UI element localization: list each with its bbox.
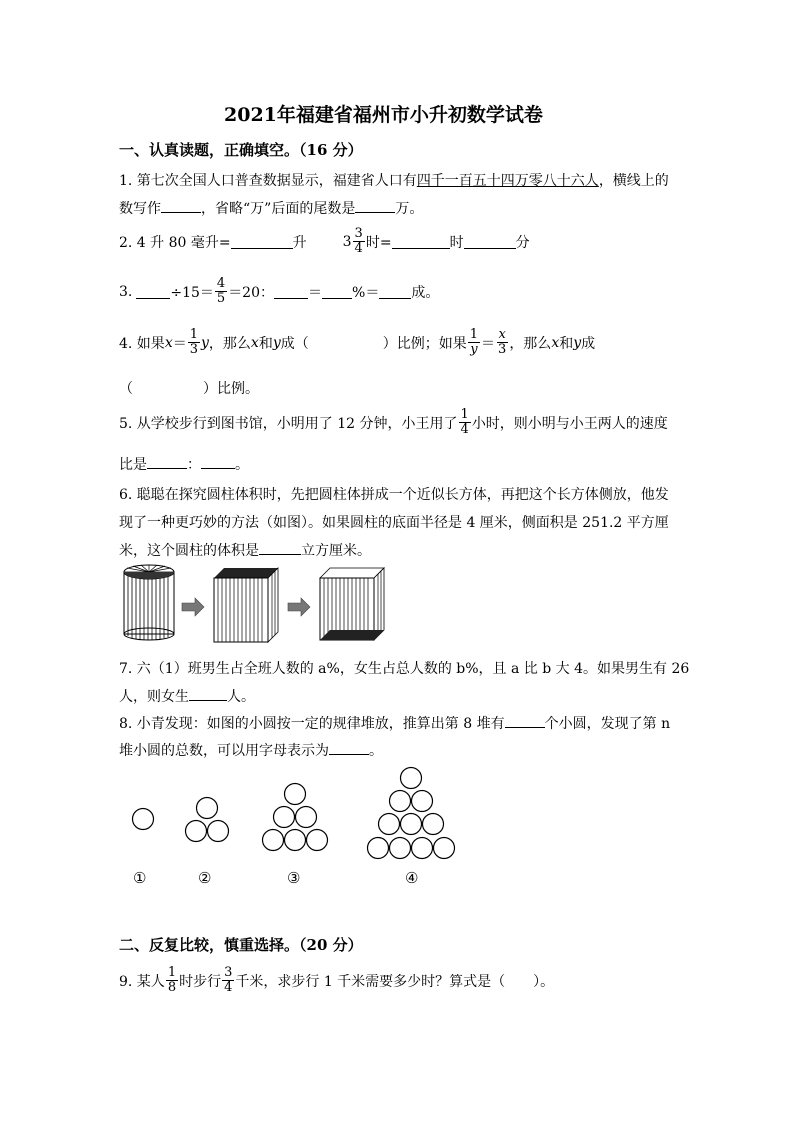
answer-blank[interactable] (329, 741, 369, 755)
section-2-heading: 二、反复比较，慎重选择。（20 分） (119, 936, 363, 954)
denominator: y (470, 342, 478, 357)
q6-text-b: 立方厘米。 (301, 543, 371, 559)
q4-equals: ＝ (172, 335, 187, 352)
question-4-line-2: （ ）比例。 (119, 381, 259, 397)
q8-text-d: 。 (369, 743, 383, 759)
q5-text-e: 。 (235, 457, 249, 473)
numerator: 1 (167, 965, 177, 980)
cylinder-shape (124, 565, 174, 640)
q4-text-g: 和 (559, 335, 574, 352)
q1-underlined-number: 四千一百五十四万零八十六人 (416, 173, 599, 189)
section-1-heading: 一、认真读题，正确填空。（16 分） (119, 141, 363, 159)
q4-text-c: 和 (258, 335, 273, 352)
question-6-line-1: 6. 聪聪在探究圆柱体积时，先把圆柱体拼成一个近似长方体，再把这个长方体侧放，他发 (119, 487, 669, 503)
q2-text-b: 升 (292, 234, 307, 251)
question-7-line-2 (119, 686, 255, 706)
question-1-line-2 (119, 198, 423, 218)
q5-fraction (459, 408, 471, 437)
q4-text-d: 成（ (280, 335, 309, 352)
rotated-cuboid-shape (320, 568, 384, 640)
q3-text-c: ＝20： (228, 284, 275, 301)
q9-text-c: 千米，求步行 1 千米需要多少时？算式是（ ）。 (235, 973, 555, 990)
numerator: 4 (216, 276, 226, 291)
question-4-line-1 (119, 328, 595, 357)
answer-blank[interactable] (231, 235, 293, 249)
denominator: 3 (189, 342, 198, 357)
q6-text-a: 米，这个圆柱的体积是 (119, 543, 259, 559)
pile-label-2: ② (198, 869, 212, 887)
q5-text-b: 小时，则小明与小王两人的速度 (471, 415, 668, 432)
q2-fraction (353, 227, 365, 256)
var-y: y (573, 334, 582, 351)
question-1-line-1 (119, 170, 669, 190)
denominator: 4 (460, 422, 469, 437)
q4-text-e: ）比例；如果 (382, 335, 467, 352)
q3-fraction (215, 277, 227, 306)
q4-equals: ＝ (481, 335, 496, 352)
q2-text-a: 2. 4 升 80 毫升= (119, 234, 231, 251)
q3-text-b: ÷15＝ (170, 284, 214, 301)
answer-blank[interactable] (355, 199, 395, 213)
q4-fraction-2 (468, 328, 480, 357)
q2-text-e: 分 (515, 234, 530, 251)
question-3 (119, 277, 439, 306)
q5-text-d: ： (187, 457, 201, 473)
answer-blank[interactable] (392, 235, 450, 249)
denominator: 4 (224, 980, 233, 995)
q1-text-d: ，省略“万”后面的尾数是 (201, 201, 356, 217)
answer-blank[interactable] (259, 541, 301, 555)
circle-pile-1 (133, 809, 154, 830)
question-9 (119, 966, 554, 995)
q3-text-f: 成。 (411, 284, 440, 301)
question-7-line-1: 7. 六（1）班男生占全班人数的 a%，女生占总人数的 b%，且 a 比 b 大 4。如果男生有 26 (119, 661, 690, 677)
q7-text-b: 人。 (227, 689, 255, 705)
question-6-line-3 (119, 540, 371, 560)
question-8-line-1 (119, 713, 670, 733)
cuboid-shape (214, 568, 278, 642)
var-x: x (164, 334, 173, 351)
q2-text-d: 时 (449, 234, 464, 251)
q4-text-h: 成 (581, 335, 596, 352)
question-8-line-2 (119, 740, 383, 760)
circle-pile-2 (186, 798, 229, 842)
denominator: 5 (216, 291, 226, 306)
pile-label-1: ① (133, 869, 147, 887)
var-y: y (201, 334, 209, 351)
q8-text-a: 8. 小青发现：如图的小圆按一定的规律堆放，推算出第 8 堆有 (119, 716, 505, 732)
q8-text-b: 个小圆，发现了第 n (544, 716, 671, 732)
answer-blank[interactable] (322, 285, 352, 299)
q9-fraction-2 (222, 966, 234, 995)
q8-text-c: 堆小圆的总数，可以用字母表示为 (119, 743, 329, 759)
q1-text-c: 数写作 (119, 201, 161, 217)
answer-blank[interactable] (147, 455, 187, 469)
denominator: 3 (498, 342, 507, 357)
q4-text-b: ，那么 (208, 335, 251, 352)
denominator: 8 (167, 980, 177, 995)
numerator: 3 (354, 226, 363, 241)
numerator: x (498, 327, 506, 342)
cylinder-to-cuboid-figure (118, 558, 398, 644)
answer-blank[interactable] (505, 714, 545, 728)
q5-text-a: 5. 从学校步行到图书馆，小明用了 12 分钟，小王用了 (119, 415, 458, 432)
circle-pile-3 (263, 784, 328, 851)
q2-mixed-whole: 3 (342, 233, 352, 250)
q7-text-a: 人，则女生 (119, 689, 189, 705)
circle-pile-4 (368, 768, 455, 859)
q5-text-c: 比是 (119, 457, 147, 473)
q1-text-a: 1. 第七次全国人口普查数据显示，福建省人口有 (119, 173, 417, 189)
circle-piles-figure (120, 762, 480, 862)
answer-blank[interactable] (189, 687, 227, 701)
answer-blank[interactable] (136, 285, 170, 299)
q1-text-b: ，横线上的 (598, 173, 669, 189)
numerator: 1 (469, 327, 479, 342)
answer-blank[interactable] (274, 285, 308, 299)
question-2 (119, 227, 530, 256)
answer-blank[interactable] (201, 455, 235, 469)
q9-fraction-1 (166, 966, 178, 995)
var-x: x (551, 334, 560, 351)
q3-text-d: ＝ (308, 284, 323, 301)
var-x: x (250, 334, 259, 351)
q2-text-c: 时= (365, 234, 392, 251)
pile-label-3: ③ (287, 869, 301, 887)
arrow-icon (182, 598, 204, 616)
q4-text-a: 4. 如果 (119, 335, 165, 352)
q3-text-e: %＝ (352, 284, 380, 301)
q9-text-a: 9. 某人 (119, 973, 165, 990)
answer-blank[interactable] (379, 285, 411, 299)
arrow-icon (288, 598, 310, 616)
numerator: 1 (189, 327, 198, 342)
question-5-line-1 (119, 408, 668, 437)
question-5-line-2 (119, 454, 249, 474)
pile-label-4: ④ (405, 869, 419, 887)
answer-blank[interactable] (464, 235, 516, 249)
answer-blank[interactable] (161, 199, 201, 213)
page-title: 2021年福建省福州市小升初数学试卷 (224, 104, 543, 126)
q9-text-b: 时步行 (179, 973, 222, 990)
numerator: 1 (460, 407, 469, 422)
numerator: 3 (224, 965, 233, 980)
denominator: 4 (354, 241, 363, 256)
question-6-line-2: 现了一种更巧妙的方法（如图）。如果圆柱的底面半径是 4 厘米，侧面积是 251.2 平方厘 (119, 515, 669, 531)
q4-fraction-3 (496, 328, 508, 357)
q4-fraction-1 (188, 328, 200, 357)
q1-text-e: 万。 (395, 201, 424, 217)
q3-text-a: 3. (119, 283, 133, 300)
var-y: y (272, 334, 281, 351)
q4-text-f: ，那么 (509, 335, 552, 352)
